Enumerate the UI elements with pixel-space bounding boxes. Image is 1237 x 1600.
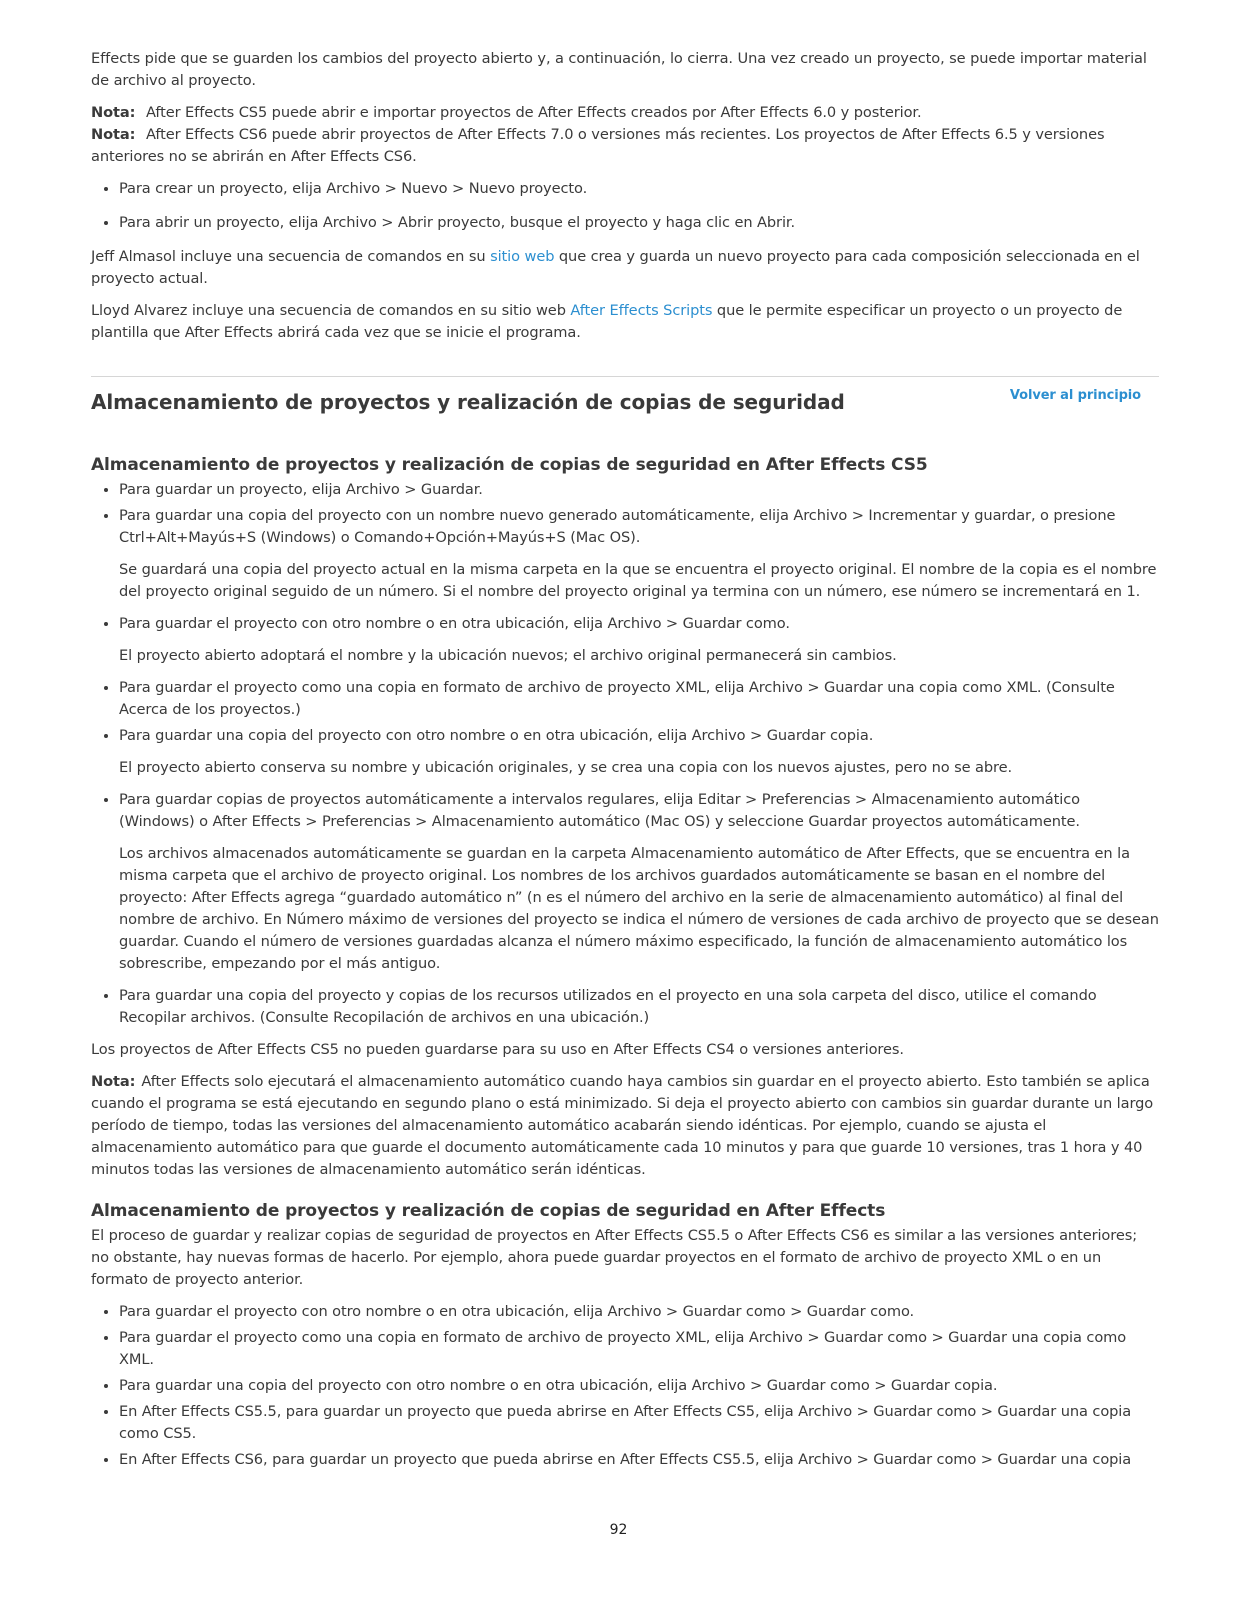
sitio-web-link[interactable]: sitio web (490, 248, 555, 265)
note-label: Nota: (91, 126, 136, 143)
detail-paragraph: El proyecto abierto adoptará el nombre y la ubicación nuevos; el archivo original permanecerá sin cambios. (119, 647, 897, 664)
cs5-note (91, 1071, 1159, 1181)
ae-intro-paragraph: El proceso de guardar y realizar copias de seguridad de proyectos en After Effects CS5.5 o After Effects CS6 es similar a las versiones anteriores; no obstante, hay nuevas formas de hacerlo. Por ejemplo, ahora puede guardar proyectos en el formato de archivo de proyecto XML o en un formato de proyecto anterior. (91, 1227, 1138, 1288)
cs5-list (91, 613, 1159, 635)
cs5-list (91, 985, 1159, 1029)
list-item: • Para guardar una copia del proyecto con otro nombre o en otra ubicación, elija Archivo > Guardar como > Guardar copia. (119, 1375, 1159, 1397)
list-item (119, 505, 1159, 549)
subsection-title-cs5: Almacenamiento de proyectos y realización de copias de seguridad en After Effects CS5 (91, 455, 928, 475)
list-item: • Para guardar el proyecto como una copia en formato de archivo de proyecto XML, elija Archivo > Guardar como > Guardar una copia como XML. (119, 1327, 1159, 1371)
after-effects-scripts-link[interactable]: After Effects Scripts (570, 302, 713, 319)
list-item: • Para guardar copias de proyectos automáticamente a intervalos regulares, elija Editar > Preferencias > Almacenamiento automático (Windows) o After Effects > Preferencias > Almacenamiento automático (Mac OS) y seleccione Guardar proyectos automáticamente. (119, 789, 1159, 833)
intro-list (91, 178, 1159, 234)
list-item: • Para guardar un proyecto, elija Archivo > Guardar. (119, 479, 1159, 501)
list-item: • Para guardar una copia del proyecto con otro nombre o en otra ubicación, elija Archivo > Guardar copia. (119, 725, 1159, 747)
note-cs6 (91, 124, 1159, 168)
list-item: • Para crear un proyecto, elija Archivo > Nuevo > Nuevo proyecto. (119, 178, 1159, 200)
note-text: After Effects solo ejecutará el almacenamiento automático cuando haya cambios sin guardar en el proyecto abierto. Esto también se aplica cuando el programa se está ejecutando en segundo plano o está minimizado. Si deja el proyecto abierto con cambios sin guardar durante un largo período de tiempo, todas las versiones del almacenamiento automático acabarán siendo idénticas. Por ejemplo, cuando se ajusta el almacenamiento automático para que guarde el documento automáticamente cada 10 minutos y para que guarde 10 versiones, tras 1 hora y 40 minutos todas las versiones de almacenamiento automático serán idénticas. (91, 1073, 1154, 1178)
list-item: • Para guardar el proyecto con otro nombre o en otra ubicación, elija Archivo > Guardar como > Guardar como. (119, 1301, 1159, 1323)
detail-paragraph: Se guardará una copia del proyecto actual en la misma carpeta en la que se encuentra el proyecto original. El nombre de la copia es el nombre del proyecto original seguido de un número. Si el nombre del proyecto original ya termina con un número, ese número se incrementará en 1. (119, 561, 1157, 600)
note-text: After Effects CS6 puede abrir proyectos de After Effects 7.0 o versiones más recientes. Los proyectos de After Effects 6.5 y versiones anteriores no se abrirán en After Effects CS6. (91, 126, 1105, 165)
detail-paragraph: Los archivos almacenados automáticamente se guardan en la carpeta Almacenamiento automático de After Effects, que se encuentra en la misma carpeta que el archivo de proyecto original. Los nombres de los archivos guardados automáticamente se basan en el nombre del proyecto: After Effects agrega “guardado automático n” (n es el número del archivo en la serie de almacenamiento automático) al final del nombre de archivo. En Número máximo de versiones del proyecto se indica el número de versiones de cada archivo de proyecto que se desean guardar. Cuando el número de versiones guardadas alcanza el número máximo especificado, la función de almacenamiento automático los sobrescribe, empezando por el más antiguo. (119, 845, 1159, 972)
intro-paragraph: Effects pide que se guarden los cambios del proyecto abierto y, a continuación, lo cierra. Una vez creado un proyecto, se puede importar material de archivo al proyecto. (91, 50, 1147, 89)
document-page (91, 48, 1159, 1481)
section-title: Almacenamiento de proyectos y realización de copias de seguridad (91, 390, 845, 414)
cs5-after-paragraph: Los proyectos de After Effects CS5 no pueden guardarse para su uso en After Effects CS4 o versiones anteriores. (91, 1041, 904, 1058)
list-item: • Para abrir un proyecto, elija Archivo > Abrir proyecto, busque el proyecto y haga clic en Abrir. (119, 212, 1159, 234)
note-label: Nota: (91, 104, 136, 121)
detail-paragraph: El proyecto abierto conserva su nombre y ubicación originales, y se crea una copia con los nuevos ajustes, pero no se abre. (119, 759, 1013, 776)
paragraph-text: Lloyd Alvarez incluye una secuencia de comandos en su sitio web (91, 302, 571, 319)
paragraph-text: que crea y guarda un nuevo proyecto para cada composición seleccionada en el proyecto actual. (91, 248, 1140, 287)
lloyd-paragraph (91, 300, 1159, 344)
list-item: • Para guardar una copia del proyecto y copias de los recursos utilizados en el proyecto en una sola carpeta del disco, utilice el comando Recopilar archivos. (Consulte Recopilación de archivos en una ubicación.) (119, 985, 1159, 1029)
cs5-list (91, 789, 1159, 833)
subsection-title-ae: Almacenamiento de proyectos y realización de copias de seguridad en After Effects (91, 1201, 886, 1221)
note-block (91, 102, 1159, 168)
list-item: • Para guardar el proyecto como una copia en formato de archivo de proyecto XML, elija Archivo > Guardar una copia como XML. (Consulte Acerca de los proyectos.) (119, 677, 1159, 721)
ae-list (91, 1301, 1159, 1471)
cs5-list (91, 479, 1159, 549)
page-number: 92 (609, 1522, 628, 1538)
list-item: • En After Effects CS5.5, para guardar un proyecto que pueda abrirse en After Effects CS5, elija Archivo > Guardar como > Guardar una copia como CS5. (119, 1401, 1159, 1445)
list-item: • En After Effects CS6, para guardar un proyecto que pueda abrirse en After Effects CS5.5, elija Archivo > Guardar como > Guardar una copia (119, 1449, 1159, 1471)
note-label: Nota: (91, 1073, 136, 1090)
note-text: After Effects CS5 puede abrir e importar proyectos de After Effects creados por After Effects 6.0 y posterior. (145, 104, 922, 121)
note-cs5 (91, 102, 1159, 124)
paragraph-text: Jeff Almasol incluye una secuencia de comandos en su (91, 248, 491, 265)
list-item-text: Para guardar una copia del proyecto con un nombre nuevo generado automáticamente, elija Archivo > Incrementar y guardar, o presione Ctrl+Alt+Mayús+S (Windows) o Comando+Opción+Mayús+S (Mac OS). (119, 507, 1116, 546)
section-header (91, 377, 1159, 425)
back-to-top-link[interactable]: Volver al principio (1009, 388, 1141, 403)
jeff-paragraph (91, 246, 1159, 290)
list-item: • Para guardar el proyecto con otro nombre o en otra ubicación, elija Archivo > Guardar como. (119, 613, 1159, 635)
cs5-list (91, 677, 1159, 747)
paragraph-text: que le permite especificar un proyecto o un proyecto de plantilla que After Effects abrirá cada vez que se inicie el programa. (91, 302, 1123, 341)
